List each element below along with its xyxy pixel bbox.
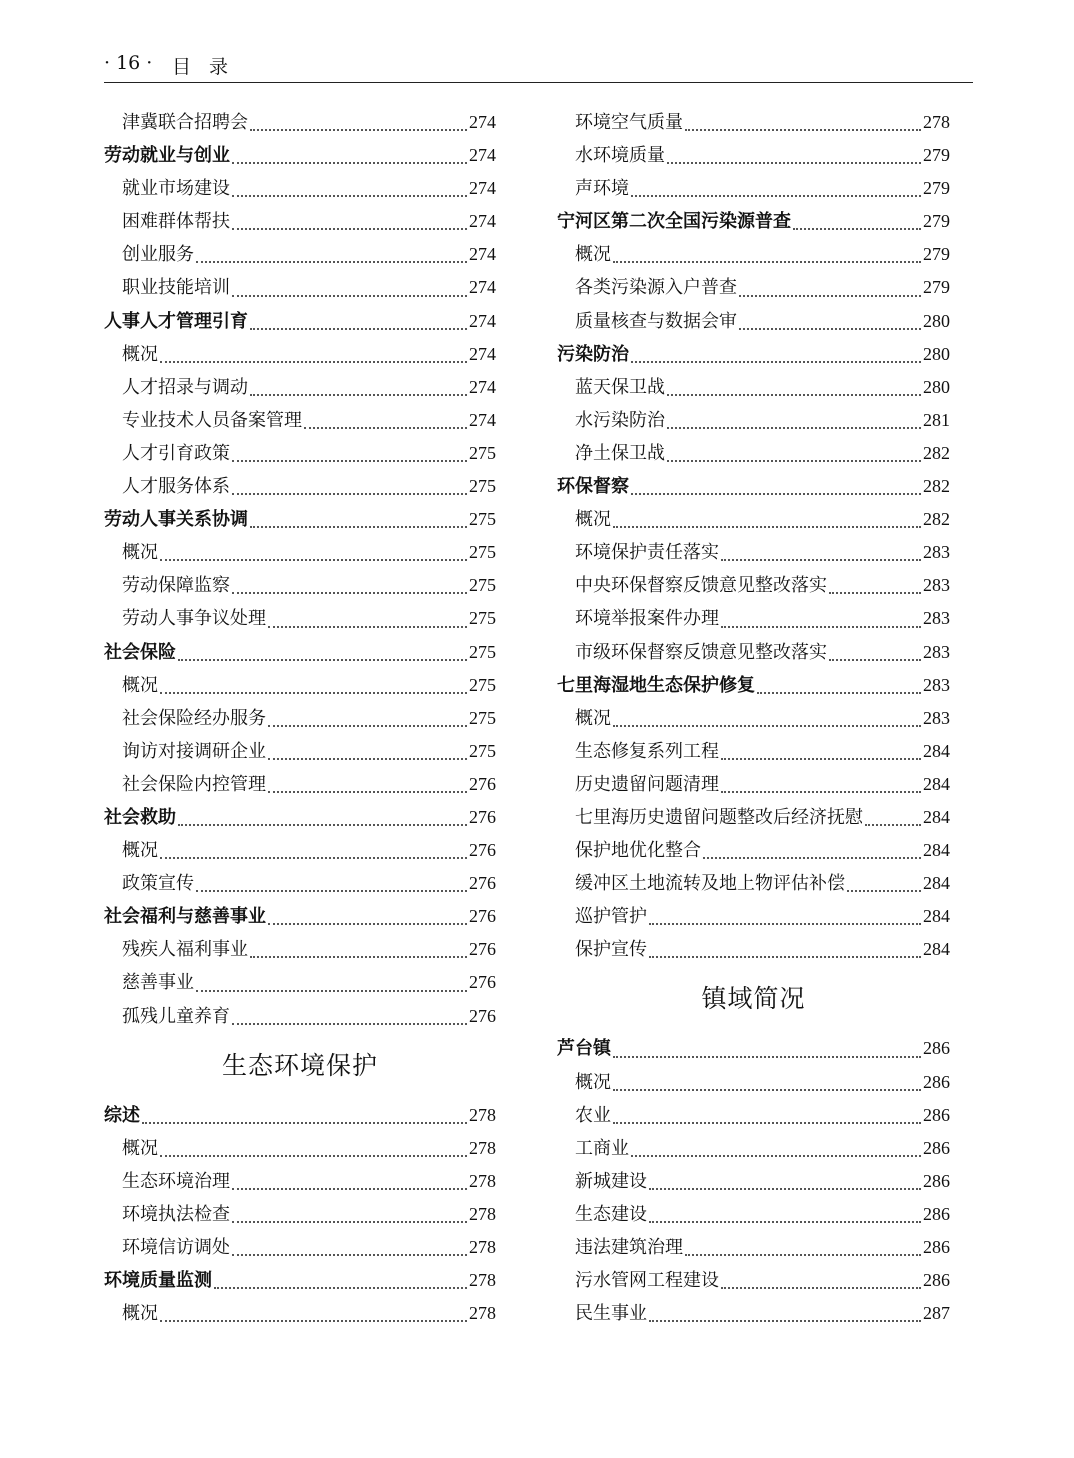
toc-entry-label: 综述 [104, 1104, 140, 1126]
toc-entry-label: 水环境质量 [575, 145, 665, 167]
toc-entry-label: 概况 [575, 509, 611, 531]
dot-leader [703, 826, 921, 859]
dot-leader [829, 628, 921, 661]
toc-entry-page: 276 [469, 806, 496, 827]
toc-entry-label: 环境质量监测 [104, 1270, 212, 1292]
toc-entry-label: 宁河区第二次全国污染源普查 [557, 211, 791, 233]
toc-entry-page: 274 [469, 112, 496, 132]
dot-leader [268, 694, 467, 727]
dot-leader [196, 859, 467, 892]
toc-entry-page: 274 [469, 409, 496, 430]
dot-leader [649, 892, 921, 925]
toc-entry-label: 概况 [122, 840, 158, 862]
toc-entry-page: 282 [923, 442, 950, 463]
toc-entry-label: 芦台镇 [557, 1038, 611, 1060]
dot-leader [685, 1223, 921, 1256]
toc-entry-label: 环境举报案件办理 [575, 608, 719, 630]
toc-entry-page: 281 [923, 409, 950, 430]
toc-entry-page: 274 [469, 376, 496, 397]
toc-entry-page: 280 [923, 310, 950, 331]
toc-entry-page: 283 [923, 707, 950, 728]
dot-leader [232, 429, 467, 462]
toc-entry-page: 276 [469, 840, 496, 861]
dot-leader [160, 661, 467, 694]
toc-entry-label: 慈善事业 [122, 972, 194, 994]
dot-leader [160, 330, 467, 363]
toc-entry-label: 概况 [122, 674, 158, 696]
toc-entry-page: 276 [469, 906, 496, 927]
toc-entry-page: 284 [923, 840, 950, 861]
dot-leader [304, 396, 467, 429]
dot-leader [613, 1091, 921, 1124]
toc-entry-page: 278 [469, 1203, 496, 1224]
toc-entry-label: 社会福利与慈善事业 [104, 906, 266, 928]
toc-entry-label: 概况 [122, 343, 158, 365]
toc-entry-page: 275 [469, 442, 496, 463]
toc-entry-label: 创业服务 [122, 244, 194, 266]
toc-entry-page: 275 [469, 608, 496, 629]
toc-entry-label: 就业市场建设 [122, 178, 230, 200]
dot-leader [649, 1289, 921, 1322]
toc-entry-page: 275 [469, 740, 496, 761]
toc-entry-page: 276 [469, 773, 496, 794]
toc-entry-label: 环境空气质量 [575, 112, 683, 133]
toc-entry-page: 275 [469, 542, 496, 563]
toc-entry-label: 巡护管护 [575, 906, 647, 928]
dot-leader [613, 495, 921, 528]
dot-leader [268, 594, 467, 627]
dot-leader [160, 826, 467, 859]
toc-entry-label: 人才引育政策 [122, 442, 230, 464]
toc-entry-page: 282 [923, 509, 950, 530]
toc-entry-label: 概况 [575, 1071, 611, 1093]
dot-leader [196, 230, 467, 263]
dot-leader [232, 1157, 467, 1190]
toc-entry-page: 283 [923, 641, 950, 662]
toc-entry-label: 蓝天保卫战 [575, 376, 665, 398]
toc-entry-page: 284 [923, 873, 950, 894]
dot-leader [667, 363, 921, 396]
toc-entry-label: 违法建筑治理 [575, 1237, 683, 1258]
dot-leader [793, 197, 921, 230]
page-number: · 16 · [104, 52, 153, 74]
toc-entry-page: 275 [469, 575, 496, 596]
toc-entry-page: 283 [923, 575, 950, 596]
toc-entry-label: 各类污染源入户普查 [575, 277, 737, 299]
toc-entry-label: 劳动人事争议处理 [122, 608, 266, 630]
toc-entry-page: 286 [923, 1270, 950, 1291]
toc-entry-page: 278 [469, 1137, 496, 1158]
dot-leader [232, 992, 467, 1025]
toc-entry-label: 生态修复系列工程 [575, 740, 719, 762]
toc-entry-label: 劳动就业与创业 [104, 145, 230, 167]
toc-column-right [557, 106, 950, 1330]
toc-entry-page: 275 [469, 707, 496, 728]
dot-leader [613, 230, 921, 263]
dot-leader [631, 330, 921, 363]
toc-entry-page: 283 [923, 674, 950, 695]
toc-entry-label: 环保督察 [557, 476, 629, 498]
dot-leader [649, 1157, 921, 1190]
toc-entry-label: 环境信访调处 [122, 1237, 230, 1258]
toc-entry-page: 275 [469, 641, 496, 662]
toc-entry-label: 污染防治 [557, 343, 629, 365]
dot-leader [232, 131, 467, 164]
dot-leader [268, 760, 467, 793]
toc-entry-page: 274 [469, 178, 496, 199]
toc-entry-label: 政策宣传 [122, 873, 194, 895]
toc-entry[interactable] [104, 1297, 496, 1330]
toc-entry-label: 声环境 [575, 178, 629, 200]
dot-leader [232, 1190, 467, 1223]
section-title: 镇域简况 [701, 984, 806, 1014]
toc-entry-label: 概况 [575, 244, 611, 266]
dot-leader [250, 495, 467, 528]
dot-leader [613, 694, 921, 727]
toc-entry-page: 274 [469, 244, 496, 265]
dot-leader [250, 363, 467, 396]
toc-entry-page: 274 [469, 145, 496, 166]
toc-entry-page: 278 [469, 1270, 496, 1291]
toc-entry[interactable] [104, 1000, 496, 1033]
dot-leader [649, 1190, 921, 1223]
toc-entry-label: 环境保护责任落实 [575, 542, 719, 564]
toc-entry-page: 276 [469, 972, 496, 993]
toc-entry-page: 283 [923, 608, 950, 629]
toc-entry-label: 职业技能培训 [122, 277, 230, 299]
toc-entry-page: 286 [923, 1038, 950, 1059]
toc-entry-page: 286 [923, 1071, 950, 1092]
dot-leader [631, 462, 921, 495]
toc-entry-label: 市级环保督察反馈意见整改落实 [575, 641, 827, 663]
toc-entry-label: 净土保卫战 [575, 442, 665, 464]
toc-entry-page: 286 [923, 1137, 950, 1158]
toc-entry-page: 275 [469, 509, 496, 530]
dot-leader [721, 594, 921, 627]
toc-entry-page: 275 [469, 476, 496, 497]
toc-entry-page: 279 [923, 211, 950, 232]
toc-entry-label: 人才服务体系 [122, 476, 230, 498]
toc-entry-label: 农业 [575, 1104, 611, 1126]
dot-leader [829, 561, 921, 594]
toc-entry-page: 276 [469, 939, 496, 960]
dot-leader [160, 528, 467, 561]
toc-entry-page: 275 [469, 674, 496, 695]
toc-entry[interactable] [557, 933, 950, 966]
toc-entry-label: 污水管网工程建设 [575, 1270, 719, 1292]
toc-entry-label: 中央环保督察反馈意见整改落实 [575, 575, 827, 597]
dot-leader [685, 98, 921, 131]
toc-entry-label: 概况 [575, 707, 611, 729]
toc-entry-label: 孤残儿童养育 [122, 1005, 230, 1027]
toc-entry-label: 困难群体帮扶 [122, 211, 230, 233]
toc-entry-page: 284 [923, 906, 950, 927]
toc-entry-label: 概况 [122, 542, 158, 564]
toc-entry-page: 286 [923, 1203, 950, 1224]
toc-entry-label: 劳动保障监察 [122, 575, 230, 597]
toc-entry-label: 生态建设 [575, 1203, 647, 1225]
toc-entry-label: 社会保险经办服务 [122, 707, 266, 729]
dot-leader [250, 925, 467, 958]
dot-leader [613, 1058, 921, 1091]
toc-entry-label: 社会保险内控管理 [122, 773, 266, 795]
dot-leader [232, 197, 467, 230]
dot-leader [178, 793, 467, 826]
dot-leader [721, 1256, 921, 1289]
dot-leader [232, 1223, 467, 1256]
toc-entry-page: 284 [923, 740, 950, 761]
toc-entry-page: 279 [923, 244, 950, 265]
toc-entry-page: 286 [923, 1237, 950, 1257]
toc-entry-page: 284 [923, 939, 950, 960]
toc-entry-label: 概况 [122, 1137, 158, 1159]
toc-entry-label: 环境执法检查 [122, 1203, 230, 1225]
toc-entry-label: 概况 [122, 1303, 158, 1325]
toc-entry-page: 284 [923, 773, 950, 794]
dot-leader [178, 628, 467, 661]
toc-entry-page: 279 [923, 145, 950, 166]
dot-leader [142, 1091, 467, 1124]
toc-entry-page: 284 [923, 806, 950, 827]
toc-entry-label: 质量核查与数据会审 [575, 310, 737, 332]
dot-leader [232, 561, 467, 594]
toc-entry-page: 274 [469, 211, 496, 232]
toc-entry-label: 保护地优化整合 [575, 840, 701, 862]
toc-entry-label: 询访对接调研企业 [122, 740, 266, 762]
dot-leader [631, 1124, 921, 1157]
toc-entry-page: 278 [469, 1237, 496, 1257]
dot-leader [214, 1256, 467, 1289]
dot-leader [196, 958, 467, 991]
dot-leader [739, 297, 921, 330]
toc-entry-page: 279 [923, 178, 950, 199]
dot-leader [268, 892, 467, 925]
toc-entry-label: 保护宣传 [575, 939, 647, 961]
toc-entry-label: 社会救助 [104, 806, 176, 828]
toc-entry-page: 274 [469, 310, 496, 331]
toc-entry-page: 282 [923, 476, 950, 497]
dot-leader [631, 164, 921, 197]
toc-entry-label: 缓冲区土地流转及地上物评估补偿 [575, 873, 845, 895]
page-header [104, 50, 973, 83]
header-title: 目录 [172, 56, 247, 78]
dot-leader [232, 164, 467, 197]
toc-entry-page: 278 [469, 1104, 496, 1125]
toc-entry-page: 279 [923, 277, 950, 298]
toc-entry-label: 历史遗留问题清理 [575, 773, 719, 795]
toc-entry-page: 274 [469, 277, 496, 298]
dot-leader [721, 727, 921, 760]
toc-entry-label: 残疾人福利事业 [122, 939, 248, 961]
dot-leader [613, 1024, 921, 1057]
toc-entry-label: 专业技术人员备案管理 [122, 409, 302, 431]
section-title: 生态环境保护 [221, 1050, 378, 1080]
dot-leader [160, 1124, 467, 1157]
toc-entry-label: 工商业 [575, 1137, 629, 1159]
toc-entry-label: 人事人才管理引育 [104, 310, 248, 332]
toc-entry-page: 274 [469, 343, 496, 364]
dot-leader [250, 297, 467, 330]
toc-entry-label: 新城建设 [575, 1170, 647, 1192]
dot-leader [667, 429, 921, 462]
dot-leader [721, 528, 921, 561]
toc-column-left [104, 106, 496, 1330]
toc-entry-label: 人才招录与调动 [122, 376, 248, 398]
toc-entry-page: 286 [923, 1170, 950, 1191]
dot-leader [649, 925, 921, 958]
dot-leader [847, 859, 921, 892]
toc-entry-page: 276 [469, 873, 496, 894]
toc-entry-page: 280 [923, 376, 950, 397]
toc-entry-page: 278 [469, 1303, 496, 1324]
toc-entry-page: 280 [923, 343, 950, 364]
toc-entry-label: 七里海湿地生态保护修复 [557, 674, 755, 696]
toc-entry-page: 283 [923, 542, 950, 563]
toc-entry-page: 276 [469, 1005, 496, 1026]
dot-leader [250, 98, 467, 131]
toc-entry-label: 社会保险 [104, 641, 176, 663]
dot-leader [739, 263, 921, 296]
toc-entry-label: 劳动人事关系协调 [104, 509, 248, 531]
toc-entry-page: 287 [923, 1303, 950, 1324]
toc-entry-label: 津冀联合招聘会 [122, 112, 248, 133]
toc-entry-label: 民生事业 [575, 1303, 647, 1325]
dot-leader [232, 263, 467, 296]
dot-leader [721, 760, 921, 793]
dot-leader [160, 1289, 467, 1322]
toc-entry-page: 278 [469, 1170, 496, 1191]
dot-leader [865, 793, 921, 826]
toc-entry-label: 生态环境治理 [122, 1170, 230, 1192]
dot-leader [667, 131, 921, 164]
toc-entry[interactable] [557, 1297, 950, 1330]
toc-entry-page: 278 [923, 112, 950, 132]
toc-entry-page: 286 [923, 1104, 950, 1125]
toc-entry-label: 七里海历史遗留问题整改后经济抚慰 [575, 806, 863, 828]
dot-leader [757, 661, 921, 694]
toc-entry-label: 水污染防治 [575, 409, 665, 431]
dot-leader [667, 396, 921, 429]
dot-leader [232, 462, 467, 495]
dot-leader [268, 727, 467, 760]
